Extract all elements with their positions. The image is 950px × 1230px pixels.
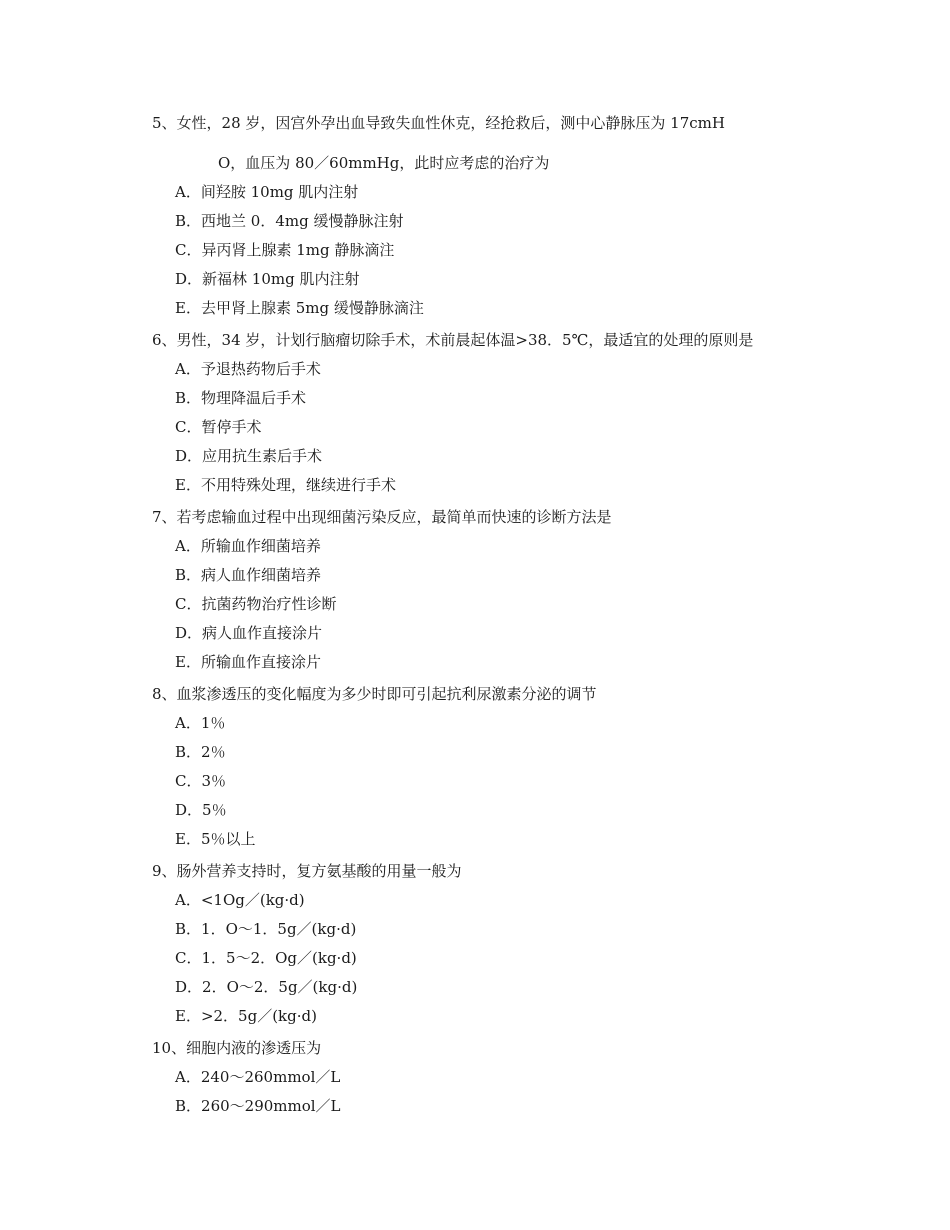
question-7-option-a: A．所输血作细菌培养 xyxy=(175,537,321,555)
question-7-option-d: D．病人血作直接涂片 xyxy=(175,624,323,642)
question-8-option-c: C．3％ xyxy=(175,772,227,790)
question-9-option-b: B．1．O～1．5g／(kg·d) xyxy=(175,920,357,938)
question-5-option-e: E．去甲肾上腺素 5mg 缓慢静脉滴注 xyxy=(175,299,424,317)
question-7-option-c: C．抗菌药物治疗性诊断 xyxy=(175,595,337,613)
question-5-stem: 5、女性，28 岁，因宫外孕出血导致失血性休克，经抢救后，测中心静脉压为 17cmH xyxy=(152,114,725,132)
question-7-option-b: B．病人血作细菌培养 xyxy=(175,566,322,584)
question-6-stem: 6、男性，34 岁，计划行脑瘤切除手术，术前晨起体温>38．5℃，最适宜的处理的原则是 xyxy=(152,331,754,349)
question-10-option-a: A．240～260mmol／L xyxy=(175,1068,341,1086)
question-7-option-e: E．所输血作直接涂片 xyxy=(175,653,321,671)
question-9-option-d: D．2．O～2．5g／(kg·d) xyxy=(175,978,358,996)
question-7-stem: 7、若考虑输血过程中出现细菌污染反应，最简单而快速的诊断方法是 xyxy=(152,508,612,526)
question-6-option-c: C．暂停手术 xyxy=(175,418,262,436)
question-6-option-a: A．予退热药物后手术 xyxy=(175,360,321,378)
question-9-option-a: A．<1Og／(kg·d) xyxy=(175,891,305,909)
question-8-option-a: A．1％ xyxy=(175,714,226,732)
question-8-stem: 8、血浆渗透压的变化幅度为多少时即可引起抗利尿激素分泌的调节 xyxy=(152,685,597,703)
question-8-option-b: B．2％ xyxy=(175,743,226,761)
question-5-option-c: C．异丙肾上腺素 1mg 静脉滴注 xyxy=(175,241,395,259)
question-9-option-e: E．>2．5g／(kg·d) xyxy=(175,1007,317,1025)
question-5-stem-continued: O，血压为 80／60mmHg，此时应考虑的治疗为 xyxy=(218,154,550,172)
question-8-option-e: E．5％以上 xyxy=(175,830,256,848)
question-5-option-b: B．西地兰 0．4mg 缓慢静脉注射 xyxy=(175,212,404,230)
question-10-option-b: B．260～290mmol／L xyxy=(175,1097,341,1115)
question-5-option-d: D．新福林 10mg 肌内注射 xyxy=(175,270,360,288)
question-6-option-b: B．物理降温后手术 xyxy=(175,389,307,407)
question-8-option-d: D．5％ xyxy=(175,801,227,819)
question-6-option-e: E．不用特殊处理，继续进行手术 xyxy=(175,476,396,494)
question-6-option-d: D．应用抗生素后手术 xyxy=(175,447,323,465)
question-9-option-c: C．1．5～2．Og／(kg·d) xyxy=(175,949,357,967)
question-9-stem: 9、肠外营养支持时，复方氨基酸的用量一般为 xyxy=(152,862,462,880)
question-10-stem: 10、细胞内液的渗透压为 xyxy=(152,1039,322,1057)
question-5-option-a: A．间羟胺 10mg 肌内注射 xyxy=(175,183,359,201)
